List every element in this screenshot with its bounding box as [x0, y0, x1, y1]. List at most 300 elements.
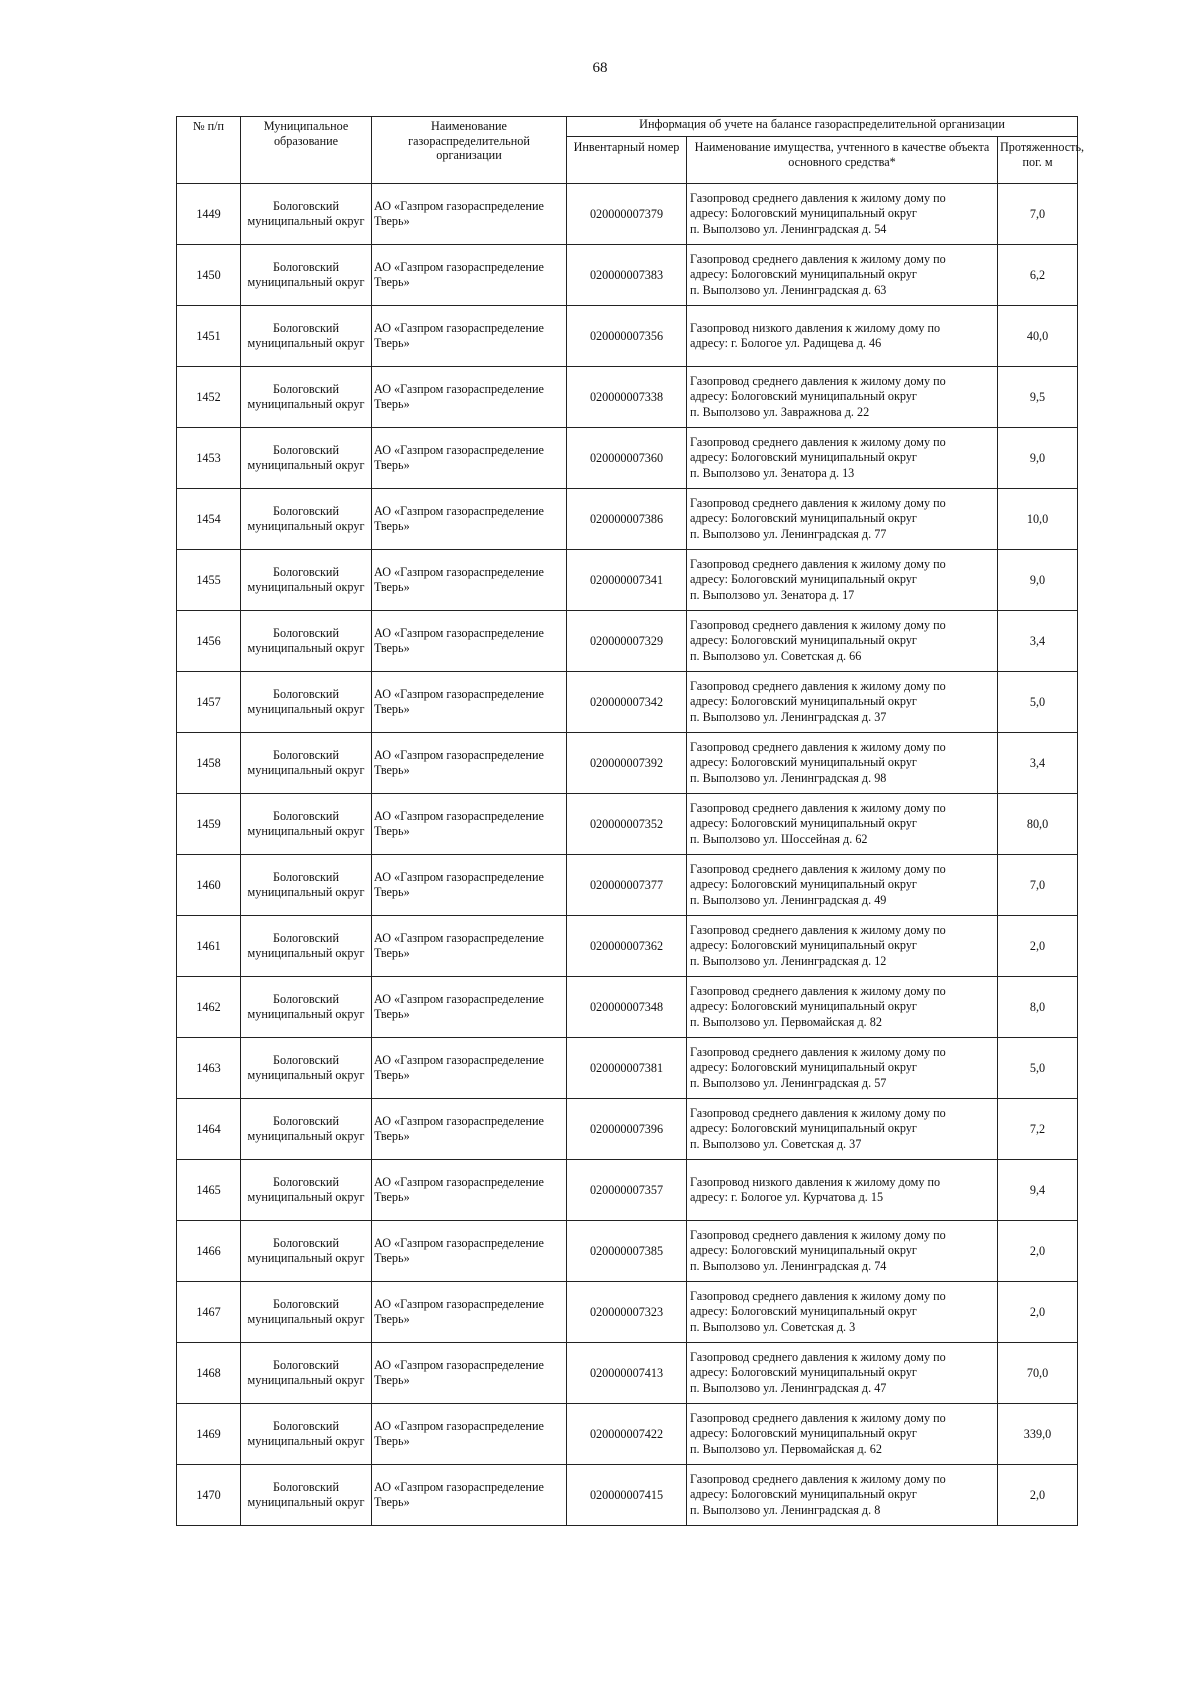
header-asset-name: Наименование имущества, учтенного в качестве объекта основного средства*	[687, 137, 998, 184]
asset-name-line-1: Газопровод среднего давления к жилому дому по	[690, 740, 946, 755]
organization-line-1: АО «Газпром газораспределение	[374, 321, 544, 336]
asset-name-line-2: адресу: Бологовский муниципальный округ	[690, 694, 917, 709]
municipality-line-1: Бологовский	[273, 1114, 339, 1129]
asset-name-line-2: адресу: г. Бологое ул. Курчатова д. 15	[690, 1190, 884, 1204]
municipality-line-2: муниципальный округ	[247, 1495, 365, 1509]
organization-line-1: АО «Газпром газораспределение	[374, 992, 544, 1007]
cell-inventory-number: 020000007422	[567, 1404, 687, 1465]
cell-asset-name	[687, 1221, 998, 1282]
cell-length: 2,0	[998, 916, 1078, 977]
asset-name-line-2: адресу: Бологовский муниципальный округ	[690, 877, 917, 892]
asset-name-line-1: Газопровод среднего давления к жилому дому по	[690, 1289, 946, 1304]
table-row	[177, 1160, 1078, 1221]
organization-line-2: Тверь»	[374, 214, 410, 228]
asset-name-line-2: адресу: Бологовский муниципальный округ	[690, 1060, 917, 1075]
cell-asset-name	[687, 184, 998, 245]
organization-line-2: Тверь»	[374, 275, 410, 289]
organization-line-2: Тверь»	[374, 1495, 410, 1509]
cell-organization	[372, 550, 567, 611]
organization-line-1: АО «Газпром газораспределение	[374, 260, 544, 275]
asset-name-line-2: адресу: Бологовский муниципальный округ	[690, 1243, 917, 1258]
cell-length: 9,5	[998, 367, 1078, 428]
table-row	[177, 1099, 1078, 1160]
cell-municipality	[241, 855, 372, 916]
municipality-line-1: Бологовский	[273, 1236, 339, 1251]
cell-inventory-number: 020000007342	[567, 672, 687, 733]
cell-organization	[372, 977, 567, 1038]
cell-inventory-number: 020000007338	[567, 367, 687, 428]
cell-organization	[372, 672, 567, 733]
asset-name-line-3: п. Выползово ул. Ленинградская д. 37	[690, 709, 887, 724]
organization-line-2: Тверь»	[374, 946, 410, 960]
cell-row-number: 1461	[177, 916, 241, 977]
asset-name-line-3: п. Выползово ул. Ленинградская д. 57	[690, 1075, 887, 1090]
cell-organization	[372, 1099, 567, 1160]
asset-name-line-1: Газопровод среднего давления к жилому дому по	[690, 923, 946, 938]
cell-asset-name	[687, 1099, 998, 1160]
organization-line-1: АО «Газпром газораспределение	[374, 382, 544, 397]
cell-length: 6,2	[998, 245, 1078, 306]
cell-row-number: 1456	[177, 611, 241, 672]
cell-organization	[372, 489, 567, 550]
cell-inventory-number: 020000007383	[567, 245, 687, 306]
cell-row-number: 1462	[177, 977, 241, 1038]
asset-name-line-1: Газопровод среднего давления к жилому дому по	[690, 1045, 946, 1060]
cell-length: 7,2	[998, 1099, 1078, 1160]
municipality-line-2: муниципальный округ	[247, 1190, 365, 1204]
asset-name-line-3: п. Выползово ул. Ленинградская д. 12	[690, 953, 887, 968]
municipality-line-2: муниципальный округ	[247, 641, 365, 655]
cell-length: 5,0	[998, 1038, 1078, 1099]
cell-length: 80,0	[998, 794, 1078, 855]
organization-line-2: Тверь»	[374, 763, 410, 777]
cell-municipality	[241, 977, 372, 1038]
cell-row-number: 1452	[177, 367, 241, 428]
cell-row-number: 1451	[177, 306, 241, 367]
cell-asset-name	[687, 977, 998, 1038]
asset-name-line-1: Газопровод среднего давления к жилому дому по	[690, 191, 946, 206]
organization-line-1: АО «Газпром газораспределение	[374, 1297, 544, 1312]
cell-inventory-number: 020000007377	[567, 855, 687, 916]
cell-length: 7,0	[998, 855, 1078, 916]
table-row	[177, 1282, 1078, 1343]
organization-line-2: Тверь»	[374, 336, 410, 350]
cell-municipality	[241, 184, 372, 245]
cell-asset-name	[687, 367, 998, 428]
asset-name-line-2: адресу: Бологовский муниципальный округ	[690, 450, 917, 465]
cell-length: 3,4	[998, 733, 1078, 794]
asset-name-line-3: п. Выползово ул. Зенатора д. 13	[690, 465, 855, 480]
cell-asset-name	[687, 489, 998, 550]
cell-row-number: 1466	[177, 1221, 241, 1282]
municipality-line-2: муниципальный округ	[247, 885, 365, 899]
asset-name-line-2: адресу: Бологовский муниципальный округ	[690, 1304, 917, 1319]
asset-name-line-3: п. Выползово ул. Зенатора д. 17	[690, 587, 855, 602]
cell-organization	[372, 306, 567, 367]
asset-name-line-2: адресу: Бологовский муниципальный округ	[690, 633, 917, 648]
table-row	[177, 1343, 1078, 1404]
cell-row-number: 1469	[177, 1404, 241, 1465]
cell-organization	[372, 245, 567, 306]
header-inventory-number: Инвентарный номер	[567, 137, 687, 184]
cell-organization	[372, 1404, 567, 1465]
cell-asset-name	[687, 916, 998, 977]
cell-inventory-number: 020000007357	[567, 1160, 687, 1221]
cell-organization	[372, 611, 567, 672]
organization-line-1: АО «Газпром газораспределение	[374, 1114, 544, 1129]
cell-length: 9,4	[998, 1160, 1078, 1221]
cell-organization	[372, 916, 567, 977]
cell-municipality	[241, 672, 372, 733]
organization-line-1: АО «Газпром газораспределение	[374, 687, 544, 702]
asset-name-line-1: Газопровод среднего давления к жилому дому по	[690, 679, 946, 694]
table-row	[177, 1465, 1078, 1526]
asset-name-line-1: Газопровод среднего давления к жилому дому по	[690, 374, 946, 389]
cell-inventory-number: 020000007381	[567, 1038, 687, 1099]
cell-length: 70,0	[998, 1343, 1078, 1404]
municipality-line-2: муниципальный округ	[247, 1129, 365, 1143]
municipality-line-1: Бологовский	[273, 1175, 339, 1190]
table-row	[177, 977, 1078, 1038]
cell-row-number: 1455	[177, 550, 241, 611]
cell-municipality	[241, 1099, 372, 1160]
cell-inventory-number: 020000007415	[567, 1465, 687, 1526]
cell-municipality	[241, 794, 372, 855]
table-row	[177, 550, 1078, 611]
asset-name-line-3: п. Выползово ул. Советская д. 37	[690, 1136, 862, 1151]
cell-length: 2,0	[998, 1282, 1078, 1343]
cell-asset-name	[687, 1465, 998, 1526]
page-number: 68	[592, 60, 608, 76]
cell-asset-name	[687, 306, 998, 367]
organization-line-2: Тверь»	[374, 1434, 410, 1448]
municipality-line-2: муниципальный округ	[247, 519, 365, 533]
cell-asset-name	[687, 672, 998, 733]
gas-pipeline-registry-table	[176, 116, 1085, 1526]
table-row	[177, 489, 1078, 550]
municipality-line-2: муниципальный округ	[247, 458, 365, 472]
asset-name-line-2: адресу: Бологовский муниципальный округ	[690, 999, 917, 1014]
organization-line-1: АО «Газпром газораспределение	[374, 931, 544, 946]
municipality-line-1: Бологовский	[273, 1480, 339, 1495]
cell-asset-name	[687, 1160, 998, 1221]
cell-inventory-number: 020000007323	[567, 1282, 687, 1343]
cell-inventory-number: 020000007362	[567, 916, 687, 977]
cell-municipality	[241, 306, 372, 367]
asset-name-line-2: адресу: Бологовский муниципальный округ	[690, 267, 917, 282]
cell-row-number: 1458	[177, 733, 241, 794]
organization-line-1: АО «Газпром газораспределение	[374, 1358, 544, 1373]
cell-row-number: 1450	[177, 245, 241, 306]
municipality-line-1: Бологовский	[273, 809, 339, 824]
municipality-line-1: Бологовский	[273, 931, 339, 946]
cell-municipality	[241, 916, 372, 977]
organization-line-1: АО «Газпром газораспределение	[374, 1236, 544, 1251]
cell-municipality	[241, 245, 372, 306]
asset-name-line-2: адресу: Бологовский муниципальный округ	[690, 755, 917, 770]
cell-inventory-number: 020000007413	[567, 1343, 687, 1404]
cell-length: 2,0	[998, 1221, 1078, 1282]
organization-line-2: Тверь»	[374, 1129, 410, 1143]
asset-name-line-3: п. Выползово ул. Ленинградская д. 63	[690, 282, 887, 297]
cell-inventory-number: 020000007348	[567, 977, 687, 1038]
municipality-line-2: муниципальный округ	[247, 1251, 365, 1265]
cell-inventory-number: 020000007329	[567, 611, 687, 672]
municipality-line-1: Бологовский	[273, 199, 339, 214]
asset-name-line-1: Газопровод среднего давления к жилому дому по	[690, 1228, 946, 1243]
cell-organization	[372, 794, 567, 855]
asset-name-line-3: п. Выползово ул. Ленинградская д. 77	[690, 526, 887, 541]
municipality-line-1: Бологовский	[273, 260, 339, 275]
organization-line-1: АО «Газпром газораспределение	[374, 626, 544, 641]
asset-name-line-2: адресу: Бологовский муниципальный округ	[690, 938, 917, 953]
cell-length: 10,0	[998, 489, 1078, 550]
cell-municipality	[241, 1221, 372, 1282]
asset-name-line-1: Газопровод среднего давления к жилому дому по	[690, 801, 946, 816]
table-row	[177, 916, 1078, 977]
organization-line-2: Тверь»	[374, 1068, 410, 1082]
organization-line-2: Тверь»	[374, 1007, 410, 1021]
cell-length: 7,0	[998, 184, 1078, 245]
organization-line-1: АО «Газпром газораспределение	[374, 1480, 544, 1495]
cell-municipality	[241, 367, 372, 428]
cell-inventory-number: 020000007360	[567, 428, 687, 489]
table-row	[177, 672, 1078, 733]
organization-line-1: АО «Газпром газораспределение	[374, 565, 544, 580]
municipality-line-1: Бологовский	[273, 1053, 339, 1068]
cell-municipality	[241, 1160, 372, 1221]
organization-line-2: Тверь»	[374, 1251, 410, 1265]
header-organization: Наименование газораспределительной организации	[372, 117, 567, 184]
cell-row-number: 1463	[177, 1038, 241, 1099]
organization-line-2: Тверь»	[374, 1312, 410, 1326]
cell-row-number: 1465	[177, 1160, 241, 1221]
cell-row-number: 1468	[177, 1343, 241, 1404]
cell-organization	[372, 367, 567, 428]
table-header	[177, 117, 1085, 184]
municipality-line-1: Бологовский	[273, 382, 339, 397]
organization-line-2: Тверь»	[374, 580, 410, 594]
cell-municipality	[241, 550, 372, 611]
organization-line-2: Тверь»	[374, 641, 410, 655]
asset-name-line-1: Газопровод низкого давления к жилому дому по	[690, 320, 941, 335]
table-row	[177, 611, 1078, 672]
asset-name-line-1: Газопровод среднего давления к жилому дому по	[690, 1472, 946, 1487]
cell-organization	[372, 184, 567, 245]
asset-name-line-3: п. Выползово ул. Ленинградская д. 47	[690, 1380, 887, 1395]
municipality-line-1: Бологовский	[273, 748, 339, 763]
asset-name-line-3: п. Выползово ул. Первомайская д. 62	[690, 1441, 882, 1456]
asset-name-line-2: адресу: Бологовский муниципальный округ	[690, 1365, 917, 1380]
cell-asset-name	[687, 611, 998, 672]
municipality-line-2: муниципальный округ	[247, 214, 365, 228]
asset-name-line-1: Газопровод среднего давления к жилому дому по	[690, 1411, 946, 1426]
municipality-line-1: Бологовский	[273, 1419, 339, 1434]
cell-length: 40,0	[998, 306, 1078, 367]
asset-name-line-1: Газопровод среднего давления к жилому дому по	[690, 252, 946, 267]
cell-organization	[372, 733, 567, 794]
municipality-line-1: Бологовский	[273, 626, 339, 641]
cell-inventory-number: 020000007341	[567, 550, 687, 611]
organization-line-2: Тверь»	[374, 824, 410, 838]
cell-row-number: 1454	[177, 489, 241, 550]
asset-name-line-1: Газопровод среднего давления к жилому дому по	[690, 557, 946, 572]
cell-municipality	[241, 1465, 372, 1526]
table-row	[177, 855, 1078, 916]
organization-line-1: АО «Газпром газораспределение	[374, 870, 544, 885]
municipality-line-2: муниципальный округ	[247, 275, 365, 289]
cell-asset-name	[687, 1038, 998, 1099]
cell-municipality	[241, 489, 372, 550]
cell-row-number: 1470	[177, 1465, 241, 1526]
cell-organization	[372, 428, 567, 489]
asset-name-line-2: адресу: г. Бологое ул. Радищева д. 46	[690, 336, 882, 350]
cell-organization	[372, 1038, 567, 1099]
cell-inventory-number: 020000007392	[567, 733, 687, 794]
asset-name-line-3: п. Выползово ул. Шоссейная д. 62	[690, 831, 868, 846]
municipality-line-2: муниципальный округ	[247, 1007, 365, 1021]
cell-asset-name	[687, 1343, 998, 1404]
organization-line-2: Тверь»	[374, 702, 410, 716]
table-row	[177, 367, 1078, 428]
header-municipality: Муниципальное образование	[241, 117, 372, 184]
organization-line-2: Тверь»	[374, 1373, 410, 1387]
header-row-number: № п/п	[177, 117, 241, 184]
municipality-line-1: Бологовский	[273, 1358, 339, 1373]
cell-length: 5,0	[998, 672, 1078, 733]
asset-name-line-3: п. Выползово ул. Ленинградская д. 74	[690, 1258, 887, 1273]
table-body	[177, 184, 1078, 1526]
municipality-line-2: муниципальный округ	[247, 397, 365, 411]
municipality-line-2: муниципальный округ	[247, 1434, 365, 1448]
cell-inventory-number: 020000007385	[567, 1221, 687, 1282]
header-length: Протяженность, пог. м	[998, 137, 1078, 184]
table-row	[177, 1038, 1078, 1099]
municipality-line-2: муниципальный округ	[247, 336, 365, 350]
cell-length: 8,0	[998, 977, 1078, 1038]
municipality-line-1: Бологовский	[273, 870, 339, 885]
asset-name-line-1: Газопровод среднего давления к жилому дому по	[690, 435, 946, 450]
organization-line-2: Тверь»	[374, 885, 410, 899]
organization-line-2: Тверь»	[374, 397, 410, 411]
cell-length: 339,0	[998, 1404, 1078, 1465]
cell-row-number: 1467	[177, 1282, 241, 1343]
municipality-line-2: муниципальный округ	[247, 1068, 365, 1082]
asset-name-line-2: адресу: Бологовский муниципальный округ	[690, 1426, 917, 1441]
cell-row-number: 1449	[177, 184, 241, 245]
asset-name-line-3: п. Выползово ул. Ленинградская д. 49	[690, 892, 887, 907]
cell-inventory-number: 020000007386	[567, 489, 687, 550]
municipality-line-1: Бологовский	[273, 321, 339, 336]
cell-asset-name	[687, 245, 998, 306]
asset-name-line-3: п. Выползово ул. Первомайская д. 82	[690, 1014, 882, 1029]
asset-name-line-2: адресу: Бологовский муниципальный округ	[690, 816, 917, 831]
cell-municipality	[241, 733, 372, 794]
organization-line-1: АО «Газпром газораспределение	[374, 1053, 544, 1068]
table-row	[177, 184, 1078, 245]
asset-name-line-3: п. Выползово ул. Советская д. 3	[690, 1319, 856, 1334]
cell-asset-name	[687, 733, 998, 794]
asset-name-line-1: Газопровод среднего давления к жилому дому по	[690, 862, 946, 877]
table-row	[177, 428, 1078, 489]
cell-inventory-number: 020000007379	[567, 184, 687, 245]
cell-length: 3,4	[998, 611, 1078, 672]
asset-name-line-1: Газопровод среднего давления к жилому дому по	[690, 984, 946, 999]
cell-organization	[372, 1221, 567, 1282]
asset-name-line-3: п. Выползово ул. Завражнова д. 22	[690, 404, 870, 419]
cell-length: 9,0	[998, 428, 1078, 489]
table-row	[177, 245, 1078, 306]
cell-asset-name	[687, 1282, 998, 1343]
cell-asset-name	[687, 794, 998, 855]
asset-name-line-1: Газопровод низкого давления к жилому дому по	[690, 1174, 941, 1189]
cell-municipality	[241, 1343, 372, 1404]
cell-row-number: 1460	[177, 855, 241, 916]
municipality-line-1: Бологовский	[273, 1297, 339, 1312]
cell-inventory-number: 020000007396	[567, 1099, 687, 1160]
municipality-line-2: муниципальный округ	[247, 1373, 365, 1387]
organization-line-2: Тверь»	[374, 519, 410, 533]
cell-asset-name	[687, 428, 998, 489]
organization-line-1: АО «Газпром газораспределение	[374, 443, 544, 458]
cell-municipality	[241, 1404, 372, 1465]
municipality-line-2: муниципальный округ	[247, 580, 365, 594]
municipality-line-1: Бологовский	[273, 992, 339, 1007]
table-row	[177, 794, 1078, 855]
municipality-line-1: Бологовский	[273, 443, 339, 458]
municipality-line-2: муниципальный округ	[247, 824, 365, 838]
table-row	[177, 1221, 1078, 1282]
cell-municipality	[241, 611, 372, 672]
asset-name-line-2: адресу: Бологовский муниципальный округ	[690, 511, 917, 526]
cell-row-number: 1457	[177, 672, 241, 733]
asset-name-line-1: Газопровод среднего давления к жилому дому по	[690, 1350, 946, 1365]
cell-organization	[372, 1343, 567, 1404]
cell-asset-name	[687, 855, 998, 916]
cell-asset-name	[687, 550, 998, 611]
asset-name-line-3: п. Выползово ул. Советская д. 66	[690, 648, 862, 663]
municipality-line-1: Бологовский	[273, 687, 339, 702]
organization-line-1: АО «Газпром газораспределение	[374, 199, 544, 214]
cell-municipality	[241, 428, 372, 489]
cell-organization	[372, 855, 567, 916]
table-row	[177, 306, 1078, 367]
cell-length: 9,0	[998, 550, 1078, 611]
cell-organization	[372, 1465, 567, 1526]
cell-municipality	[241, 1282, 372, 1343]
cell-municipality	[241, 1038, 372, 1099]
asset-name-line-2: адресу: Бологовский муниципальный округ	[690, 206, 917, 221]
asset-name-line-2: адресу: Бологовский муниципальный округ	[690, 572, 917, 587]
municipality-line-2: муниципальный округ	[247, 1312, 365, 1326]
asset-name-line-1: Газопровод среднего давления к жилому дому по	[690, 1106, 946, 1121]
asset-name-line-3: п. Выползово ул. Ленинградская д. 8	[690, 1502, 881, 1517]
organization-line-1: АО «Газпром газораспределение	[374, 1419, 544, 1434]
organization-line-1: АО «Газпром газораспределение	[374, 1175, 544, 1190]
cell-organization	[372, 1282, 567, 1343]
organization-line-1: АО «Газпром газораспределение	[374, 809, 544, 824]
table-row	[177, 733, 1078, 794]
asset-name-line-3: п. Выползово ул. Ленинградская д. 54	[690, 221, 887, 236]
cell-row-number: 1464	[177, 1099, 241, 1160]
asset-name-line-1: Газопровод среднего давления к жилому дому по	[690, 618, 946, 633]
municipality-line-2: муниципальный округ	[247, 702, 365, 716]
cell-row-number: 1459	[177, 794, 241, 855]
organization-line-2: Тверь»	[374, 1190, 410, 1204]
asset-name-line-2: адресу: Бологовский муниципальный округ	[690, 1487, 917, 1502]
asset-name-line-2: адресу: Бологовский муниципальный округ	[690, 1121, 917, 1136]
organization-line-1: АО «Газпром газораспределение	[374, 748, 544, 763]
